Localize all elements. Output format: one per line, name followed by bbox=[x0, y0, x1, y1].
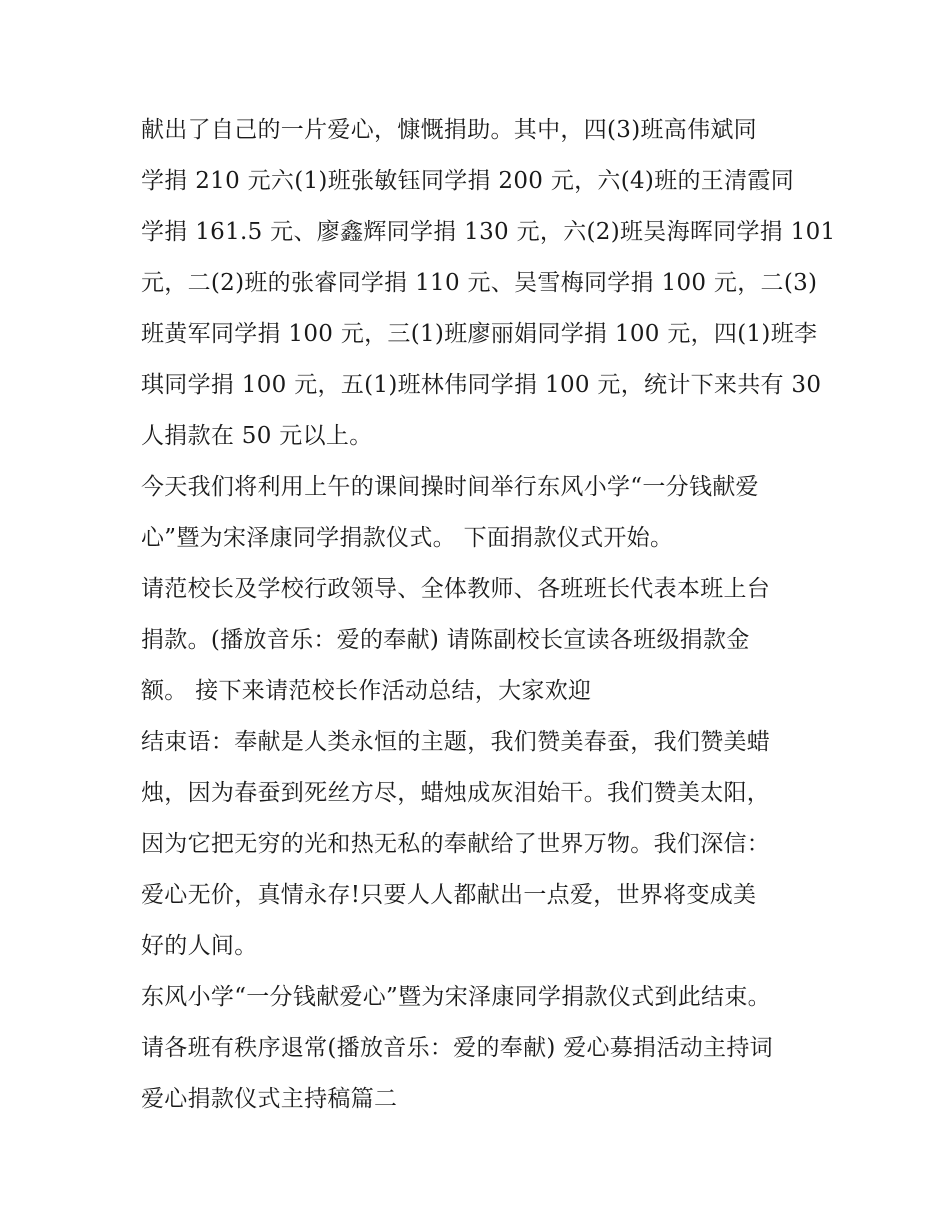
text-line: 东风小学“一分钱献爱心”暨为宋泽康同学捐款仪式到此结束。 bbox=[141, 984, 771, 1010]
text-line: 请各班有秩序退常(播放音乐：爱的奉献) 爱心募捐活动主持词 bbox=[141, 1035, 773, 1061]
text-line: 今天我们将利用上午的课间操时间举行东风小学“一分钱献爱 bbox=[141, 474, 759, 500]
text-line: 学捐 210 元六(1)班张敏钰同学捐 200 元，六(4)班的王清霞同 bbox=[141, 168, 795, 194]
text-line: 元，二(2)班的张睿同学捐 110 元、吴雪梅同学捐 100 元，二(3) bbox=[141, 270, 818, 296]
text-line: 爱心捐款仪式主持稿篇二 bbox=[141, 1086, 398, 1112]
text-line: 请范校长及学校行政领导、全体教师、各班班长代表本班上台 bbox=[141, 576, 771, 602]
text-line: 爱心无价，真情永存!只要人人都献出一点爱，世界将变成美 bbox=[141, 882, 757, 908]
text-line: 心”暨为宋泽康同学捐款仪式。 下面捐款仪式开始。 bbox=[141, 525, 674, 551]
text-line: 因为它把无穷的光和热无私的奉献给了世界万物。我们深信： bbox=[141, 831, 771, 857]
text-line: 学捐 161.5 元、廖鑫辉同学捐 130 元，六(2)班吴海晖同学捐 101 bbox=[141, 219, 836, 245]
text-line: 琪同学捐 100 元，五(1)班林伟同学捐 100 元，统计下来共有 30 bbox=[141, 372, 822, 398]
text-line: 结束语：奉献是人类永恒的主题，我们赞美春蚕，我们赞美蜡 bbox=[141, 729, 771, 755]
text-line: 好的人间。 bbox=[141, 933, 258, 959]
text-line: 人捐款在 50 元以上。 bbox=[141, 423, 373, 449]
text-line: 烛，因为春蚕到死丝方尽，蜡烛成灰泪始干。我们赞美太阳， bbox=[141, 780, 771, 806]
text-line: 献出了自己的一片爱心，慷慨捐助。其中，四(3)班高伟斌同 bbox=[141, 117, 757, 143]
text-line: 额。 接下来请范校长作活动总结，大家欢迎 bbox=[141, 678, 592, 704]
text-line: 捐款。(播放音乐：爱的奉献) 请陈副校长宣读各班级捐款金 bbox=[141, 627, 750, 653]
text-line: 班黄军同学捐 100 元，三(1)班廖丽娟同学捐 100 元，四(1)班李 bbox=[141, 321, 818, 347]
document-body bbox=[141, 105, 836, 1125]
